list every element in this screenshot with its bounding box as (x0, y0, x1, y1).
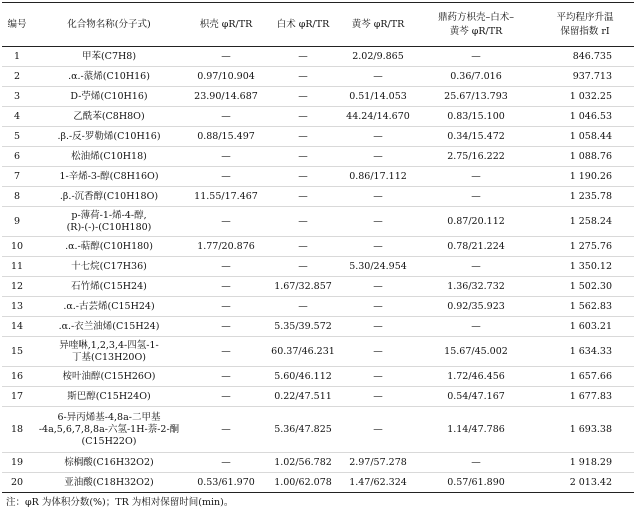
cell-combo: 1.72/46.456 (416, 367, 536, 387)
table-row (2, 407, 634, 453)
cell-no: 5 (2, 127, 32, 147)
cell-combo: 2.75/16.222 (416, 147, 536, 167)
cell-name-line2: (R)-(-)-(C10H180) (66, 221, 152, 233)
cell-zhike: — (186, 297, 266, 317)
header-zhike: 枳壳 φR/TR (186, 3, 266, 47)
cell-no: 9 (2, 207, 32, 237)
cell-baizhu: — (266, 127, 340, 147)
cell-huangqin: — (340, 237, 416, 257)
cell-baizhu: 0.22/47.511 (266, 387, 340, 407)
cell-no: 12 (2, 277, 32, 297)
cell-no: 3 (2, 87, 32, 107)
table-row (2, 297, 634, 317)
cell-baizhu: — (266, 207, 340, 237)
cell-name: .α.-萜醇(C10H180) (32, 237, 186, 257)
cell-ri: 2 013.42 (536, 473, 634, 493)
cell-combo: 0.54/47.167 (416, 387, 536, 407)
header-row (2, 3, 634, 47)
table-row (2, 187, 634, 207)
cell-ri: 1 918.29 (536, 453, 634, 473)
cell-name-line2: -4a,5,6,7,8,8a-六氢-1H-萘-2-酮 (38, 423, 180, 435)
cell-ri: 1 603.21 (536, 317, 634, 337)
header-no: 编号 (2, 3, 32, 47)
cell-name: 斯巴醇(C15H24O) (32, 387, 186, 407)
cell-zhike: — (186, 107, 266, 127)
table-row (2, 107, 634, 127)
header-combo-line1: 鼎药方枳壳–白术– (437, 11, 514, 23)
cell-no: 11 (2, 257, 32, 277)
cell-baizhu: — (266, 67, 340, 87)
cell-no: 16 (2, 367, 32, 387)
cell-baizhu: — (266, 87, 340, 107)
cell-huangqin: 1.47/62.324 (340, 473, 416, 493)
cell-baizhu: — (266, 147, 340, 167)
header-ri-line1: 平均程序升温 (556, 11, 614, 23)
cell-baizhu: 1.02/56.782 (266, 453, 340, 473)
cell-name-line1: p-薄荷-1-烯-4-醇, (71, 209, 147, 221)
cell-ri: 1 258.24 (536, 207, 634, 237)
table-row (2, 237, 634, 257)
table-row (2, 167, 634, 187)
cell-zhike: — (186, 387, 266, 407)
table-row (2, 387, 634, 407)
cell-name: D-苧烯(C10H16) (32, 87, 186, 107)
cell-huangqin: — (340, 187, 416, 207)
cell-ri: 1 693.38 (536, 407, 634, 453)
cell-baizhu: 5.35/39.572 (266, 317, 340, 337)
cell-zhike: — (186, 407, 266, 453)
cell-huangqin: 44.24/14.670 (340, 107, 416, 127)
cell-baizhu: 5.36/47.825 (266, 407, 340, 453)
table-row (2, 367, 634, 387)
header-huangqin: 黄芩 φR/TR (340, 3, 416, 47)
header-ri (536, 3, 634, 47)
cell-baizhu: 1.00/62.078 (266, 473, 340, 493)
cell-combo: — (416, 47, 536, 67)
cell-name: 桉叶油醇(C15H26O) (32, 367, 186, 387)
cell-zhike: — (186, 257, 266, 277)
cell-huangqin: — (340, 407, 416, 453)
cell-no: 17 (2, 387, 32, 407)
cell-no: 7 (2, 167, 32, 187)
table-row (2, 317, 634, 337)
cell-zhike: — (186, 337, 266, 367)
cell-huangqin: — (340, 127, 416, 147)
cell-huangqin: — (340, 337, 416, 367)
table-row (2, 87, 634, 107)
cell-huangqin: — (340, 317, 416, 337)
cell-baizhu: — (266, 187, 340, 207)
cell-baizhu: 60.37/46.231 (266, 337, 340, 367)
cell-ri: 1 190.26 (536, 167, 634, 187)
cell-huangqin: — (340, 67, 416, 87)
cell-huangqin: — (340, 277, 416, 297)
cell-ri: 1 088.76 (536, 147, 634, 167)
cell-baizhu: — (266, 167, 340, 187)
cell-combo: 15.67/45.002 (416, 337, 536, 367)
cell-ri: 1 032.25 (536, 87, 634, 107)
cell-name (32, 337, 186, 367)
cell-combo: 1.14/47.786 (416, 407, 536, 453)
cell-zhike: — (186, 167, 266, 187)
cell-combo: 0.36/7.016 (416, 67, 536, 87)
table-row (2, 473, 634, 493)
cell-ri: 1 657.66 (536, 367, 634, 387)
table-row (2, 277, 634, 297)
cell-baizhu: 5.60/46.112 (266, 367, 340, 387)
table-row (2, 337, 634, 367)
cell-zhike: 0.53/61.970 (186, 473, 266, 493)
header-combo (416, 3, 536, 47)
cell-no: 19 (2, 453, 32, 473)
cell-baizhu: — (266, 47, 340, 67)
cell-ri: 1 046.53 (536, 107, 634, 127)
cell-huangqin: 2.02/9.865 (340, 47, 416, 67)
cell-name-line1: 异喹啉,1,2,3,4-四氢-1- (59, 339, 159, 351)
cell-no: 15 (2, 337, 32, 367)
cell-name: 棕榈酸(C16H32O2) (32, 453, 186, 473)
cell-combo: 0.78/21.224 (416, 237, 536, 257)
cell-ri: 1 634.33 (536, 337, 634, 367)
cell-ri: 1 350.12 (536, 257, 634, 277)
cell-combo: 1.36/32.732 (416, 277, 536, 297)
cell-name: .α.-蒎烯(C10H16) (32, 67, 186, 87)
cell-no: 2 (2, 67, 32, 87)
cell-no: 13 (2, 297, 32, 317)
cell-huangqin: — (340, 367, 416, 387)
cell-baizhu: — (266, 237, 340, 257)
cell-combo: 25.67/13.793 (416, 87, 536, 107)
cell-huangqin: 2.97/57.278 (340, 453, 416, 473)
cell-no: 8 (2, 187, 32, 207)
table-row (2, 47, 634, 67)
cell-name: 石竹烯(C15H24) (32, 277, 186, 297)
cell-baizhu: — (266, 297, 340, 317)
cell-huangqin: — (340, 387, 416, 407)
cell-huangqin: 0.86/17.112 (340, 167, 416, 187)
cell-name: 松油烯(C10H18) (32, 147, 186, 167)
cell-ri: 1 502.30 (536, 277, 634, 297)
cell-zhike: 23.90/14.687 (186, 87, 266, 107)
cell-combo: — (416, 453, 536, 473)
cell-ri: 1 058.44 (536, 127, 634, 147)
table-note: 注：φR 为体积分数(%)；TR 为相对保留时间(min)。 (6, 497, 234, 508)
cell-zhike: 0.97/10.904 (186, 67, 266, 87)
cell-ri: 846.735 (536, 47, 634, 67)
cell-baizhu: — (266, 107, 340, 127)
cell-ri: 1 275.76 (536, 237, 634, 257)
cell-baizhu: — (266, 257, 340, 277)
table-row (2, 453, 634, 473)
cell-zhike: — (186, 453, 266, 473)
cell-name: 亚油酸(C18H32O2) (32, 473, 186, 493)
cell-name: 甲苯(C7H8) (32, 47, 186, 67)
cell-baizhu: 1.67/32.857 (266, 277, 340, 297)
table-row (2, 207, 634, 237)
cell-combo: 0.34/15.472 (416, 127, 536, 147)
cell-combo: — (416, 257, 536, 277)
cell-name (32, 407, 186, 453)
header-name: 化合物名称(分子式) (32, 3, 186, 47)
cell-combo: — (416, 317, 536, 337)
cell-no: 10 (2, 237, 32, 257)
header-ri-line2: 保留指数 rI (560, 25, 610, 37)
cell-name-line1: 6-异丙烯基-4,8a-二甲基 (57, 411, 161, 423)
cell-zhike: — (186, 317, 266, 337)
cell-combo: 0.87/20.112 (416, 207, 536, 237)
cell-zhike: 0.88/15.497 (186, 127, 266, 147)
cell-name: 乙酰苯(C8H8O) (32, 107, 186, 127)
cell-name: .α.-古芸烯(C15H24) (32, 297, 186, 317)
cell-name: .β.-反-罗勒烯(C10H16) (32, 127, 186, 147)
cell-name: 1-辛烯-3-醇(C8H16O) (32, 167, 186, 187)
cell-combo: 0.92/35.923 (416, 297, 536, 317)
compound-table (2, 2, 634, 493)
cell-zhike: 11.55/17.467 (186, 187, 266, 207)
cell-no: 14 (2, 317, 32, 337)
table-row (2, 147, 634, 167)
cell-combo: 0.83/15.100 (416, 107, 536, 127)
cell-zhike: — (186, 277, 266, 297)
cell-no: 20 (2, 473, 32, 493)
table-row (2, 127, 634, 147)
cell-ri: 1 235.78 (536, 187, 634, 207)
cell-name-line3: (C15H22O) (81, 435, 137, 447)
cell-huangqin: 0.51/14.053 (340, 87, 416, 107)
cell-ri: 937.713 (536, 67, 634, 87)
cell-name: .α.-衣兰油烯(C15H24) (32, 317, 186, 337)
cell-huangqin: — (340, 147, 416, 167)
cell-no: 6 (2, 147, 32, 167)
cell-combo: — (416, 167, 536, 187)
cell-combo: 0.57/61.890 (416, 473, 536, 493)
header-baizhu: 白术 φR/TR (266, 3, 340, 47)
cell-huangqin: — (340, 207, 416, 237)
cell-no: 1 (2, 47, 32, 67)
cell-huangqin: — (340, 297, 416, 317)
cell-combo: — (416, 187, 536, 207)
cell-no: 18 (2, 407, 32, 453)
table-row (2, 257, 634, 277)
cell-zhike: 1.77/20.876 (186, 237, 266, 257)
cell-huangqin: 5.30/24.954 (340, 257, 416, 277)
cell-name-line2: 丁基(C13H20O) (72, 351, 146, 363)
cell-zhike: — (186, 47, 266, 67)
cell-ri: 1 562.83 (536, 297, 634, 317)
cell-ri: 1 677.83 (536, 387, 634, 407)
cell-name: 十七烷(C17H36) (32, 257, 186, 277)
cell-zhike: — (186, 147, 266, 167)
table-row (2, 67, 634, 87)
cell-no: 4 (2, 107, 32, 127)
cell-name: .β.-沉香醇(C10H18O) (32, 187, 186, 207)
header-combo-line2: 黄芩 φR/TR (449, 25, 503, 37)
cell-name (32, 207, 186, 237)
cell-zhike: — (186, 207, 266, 237)
cell-zhike: — (186, 367, 266, 387)
